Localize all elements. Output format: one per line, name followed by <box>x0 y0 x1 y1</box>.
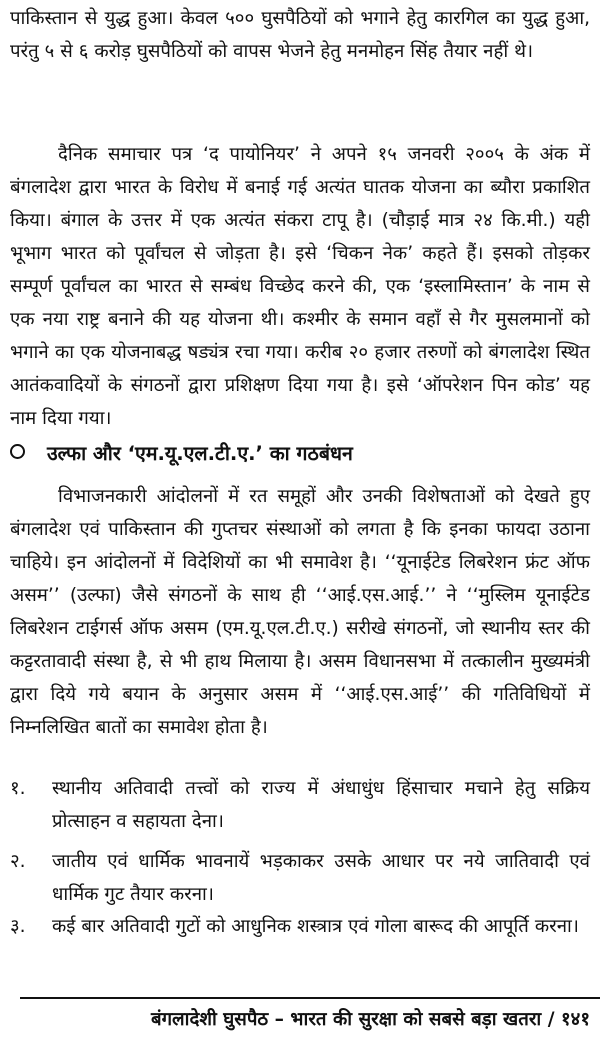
list-item-text: जातीय एवं धार्मिक भावनायें भड़काकर उसके आधार पर नये जातिवादी एवं धार्मिक गुट तैयार करना। <box>52 851 590 905</box>
running-footer: बंगलादेशी घुसपैठ – भारत की सुरक्षा को सबसे बड़ा खतरा / १४१ <box>150 1009 590 1030</box>
list-item-text: कई बार अतिवादी गुटों को आधुनिक शस्त्रात्र एवं गोला बारूद की आपूर्ति करना। <box>52 916 579 937</box>
paragraph-separatist-movements: विभाजनकारी आंदोलनों में रत समूहों और उनकी विशेषताओं को देखते हुए बंगलादेश एवं पाकिस्तान की गुप्तचर संस्थाओं को लगता है कि इनका फायदा उठाना चाहिये। इन आंदोलनों में विदेशियों का भी समावेश है। ‘‘यूनाईटेड लिबरेशन फ्रंट ऑफ असम’’ (उल्फा) जैसे संगठनों के साथ ही ‘‘आई.एस.आई.’’ ने ‘‘मुस्लिम यूनाईटेड लिबरेशन टाईगर्स ऑफ असम (एम.यू.एल.टी.ए.) सरीखे संगठनों, जो स्थानीय स्तर की कट्टरतावादी संस्था है, से भी हाथ मिलाया है। असम विधानसभा में तत्कालीन मुख्यमंत्री द्वारा दिये गये बयान के अनुसार असम में ‘‘आई.एस.आई’’ की गतिविधियों में निम्नलिखित बातों का समावेश होता है। <box>10 486 590 738</box>
footer-divider <box>20 997 600 999</box>
paragraph-continued: पाकिस्तान से युद्ध हुआ। केवल ५०० घुसपैठियों को भगाने हेतु कारगिल का युद्ध हुआ, परंतु ५ से ६ करोड़ घुसपैठियों को वापस भेजने हेतु मनमोहन सिंह तैयार नहीं थे। <box>10 8 590 62</box>
paragraph-pioneer-report: दैनिक समाचार पत्र ‘द पायोनियर’ ने अपने १५ जनवरी २००५ के अंक में बंगलादेश द्वारा भारत के विरोध में बनाई गई अत्यंत घातक योजना का ब्यौरा प्रकाशित किया। बंगाल के उत्तर में एक अत्यंत संकरा टापू है। (चौड़ाई मात्र २४ कि.मी.) यही भूभाग भारत को पूर्वांचल से जोड़ता है। इसे ‘चिकन नेक’ कहते हैं। इसको तोड़कर सम्पूर्ण पूर्वांचल का भारत से सम्बंध विच्छेद करने की, एक ‘इस्लामिस्तान’ के नाम से एक नया राष्ट्र बनाने की यह योजना थी। कश्मीर के समान वहाँ से गैर मुसलमानों को भगाने का एक योजनाबद्ध षड्यंत्र रचा गया। करीब २० हजार तरुणों को बंगलादेश स्थित आतंकवादियों के संगठनों द्वारा प्रशिक्षण दिया गया है। इसे ‘ऑपरेशन पिन कोड’ यह नाम दिया गया। <box>10 144 590 429</box>
list-item-text: स्थानीय अतिवादी तत्त्वों को राज्य में अंधाधुंध हिंसाचार मचाने हेतु सक्रिय प्रोत्साहन व सहायता देना। <box>52 778 590 832</box>
list-item-number: २. <box>10 851 26 872</box>
section-heading <box>10 437 590 471</box>
list-item-number: १. <box>10 778 26 799</box>
circle-bullet-icon <box>10 444 25 459</box>
list-item-number: ३. <box>10 916 26 937</box>
section-heading-text: उल्फा और ‘एम.यू.एल.टी.ए.’ का गठबंधन <box>47 442 353 465</box>
